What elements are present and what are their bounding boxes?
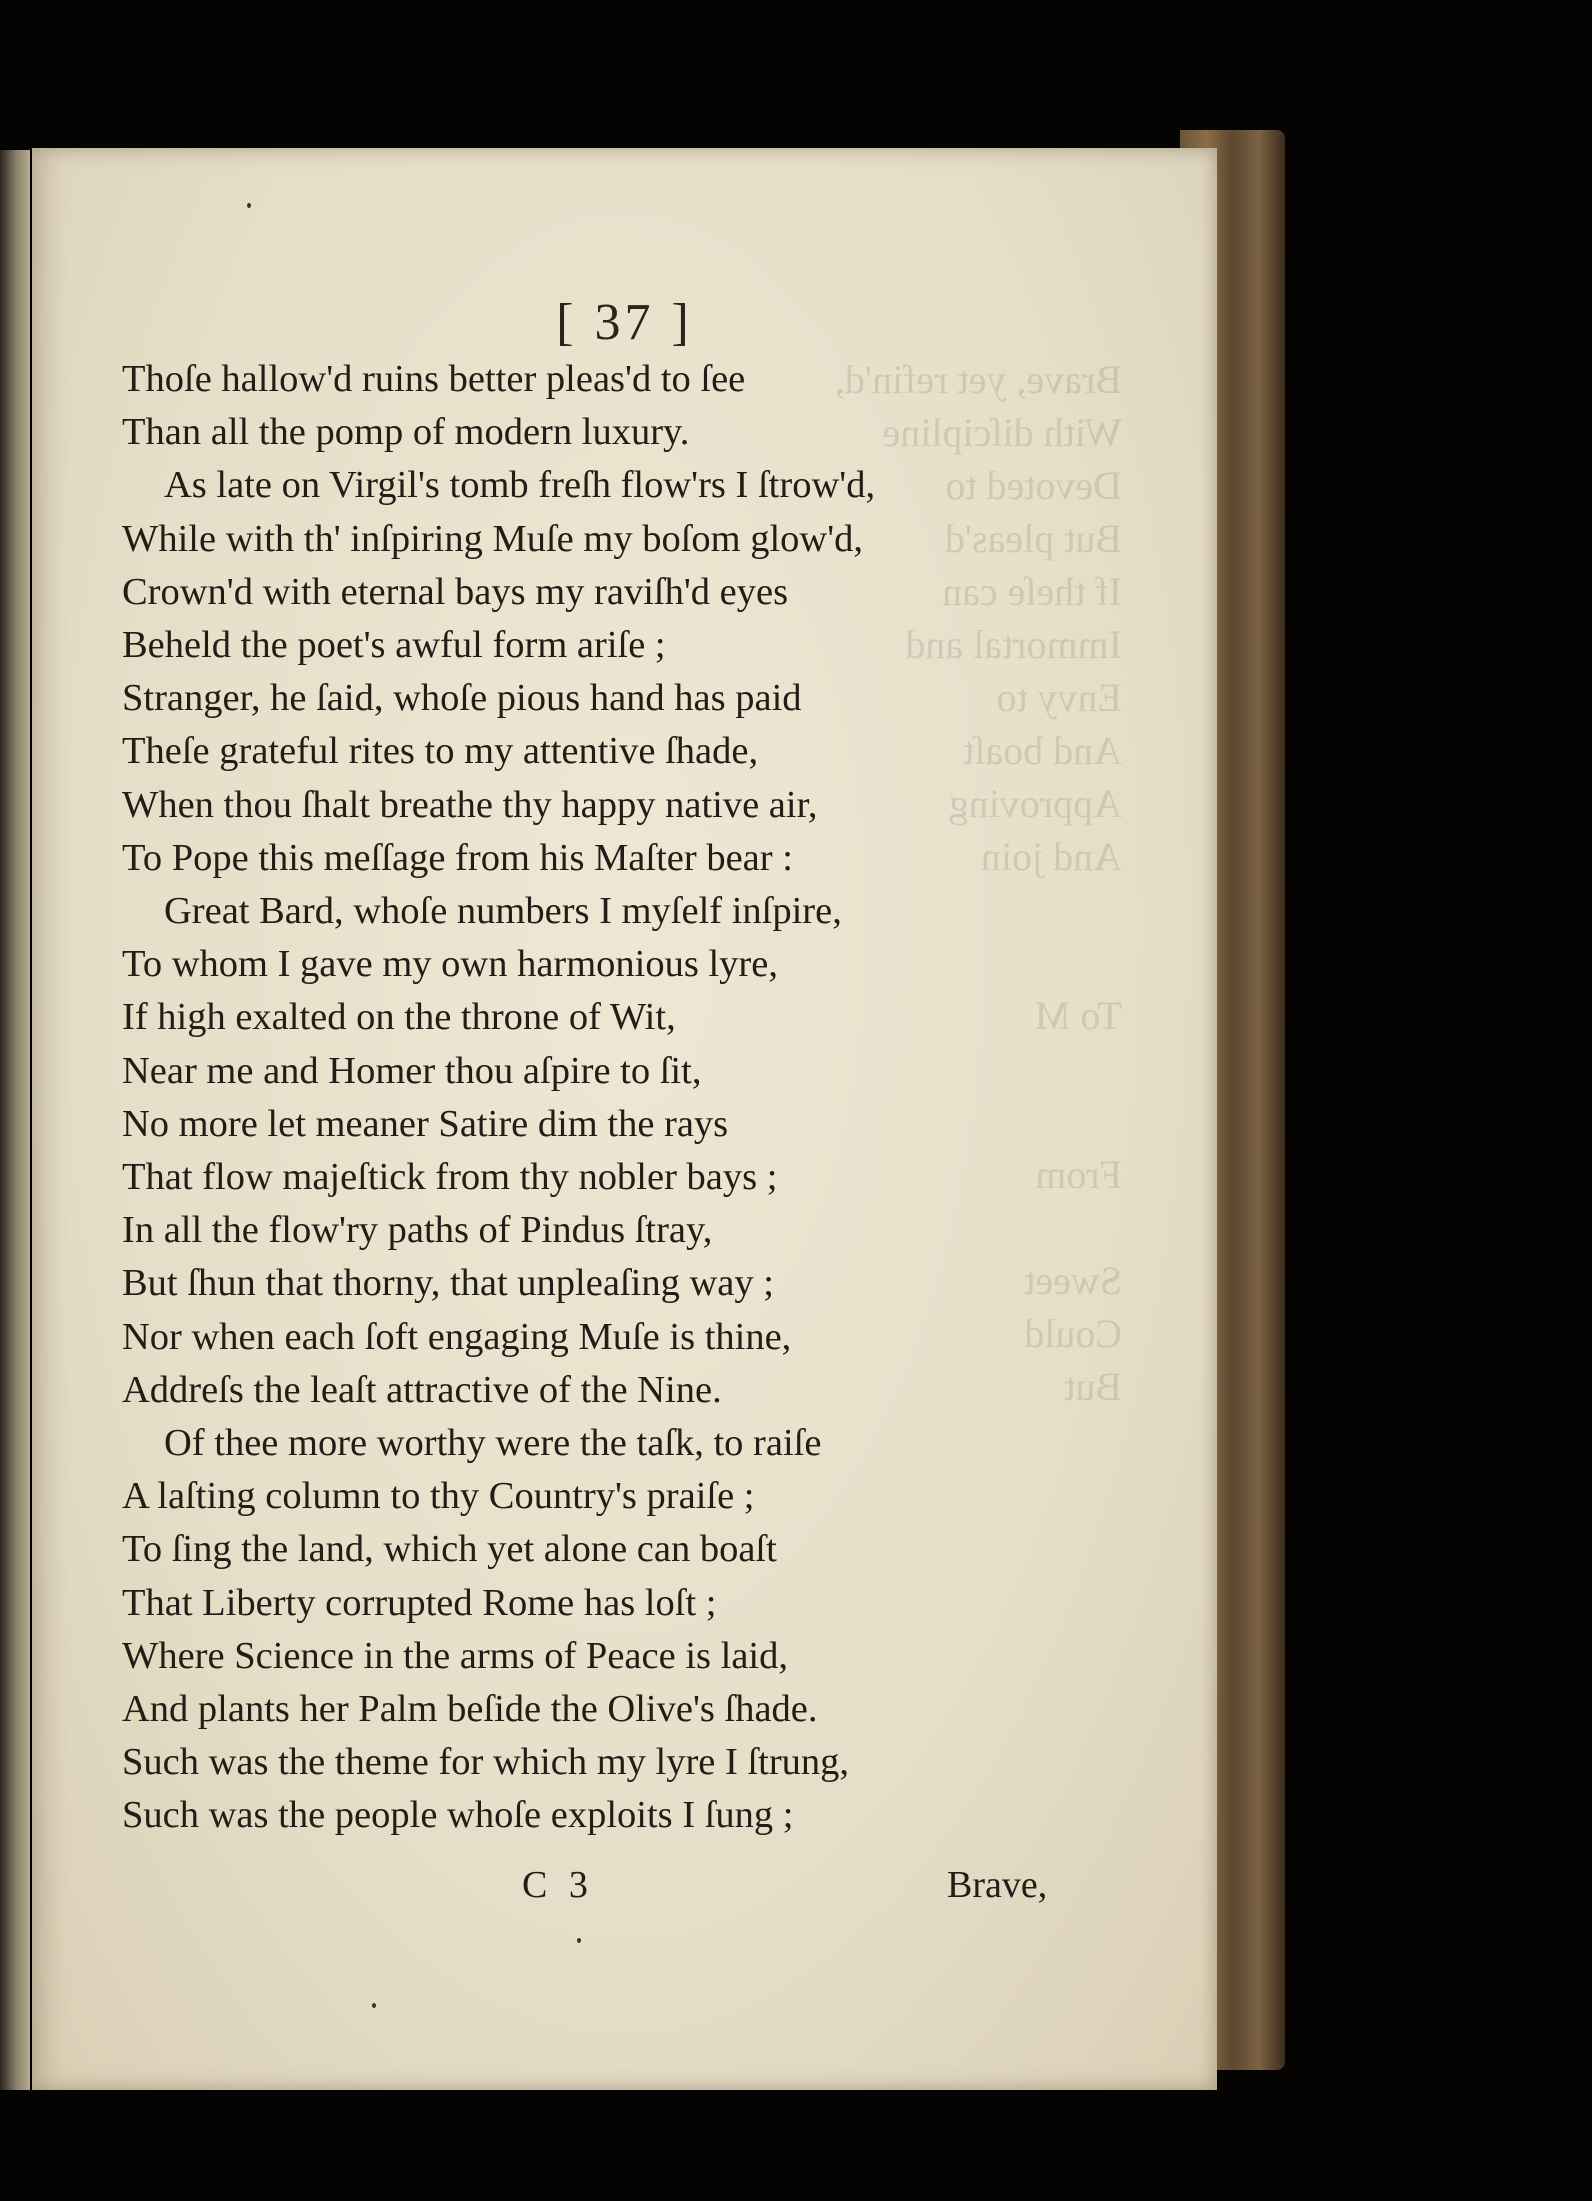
verse-line: In all the flow'ry paths of Pindus ſtray,	[122, 1209, 713, 1252]
page-number-header: [ 37 ]	[556, 294, 693, 351]
verse-line: Where Science in the arms of Peace is laid,	[122, 1634, 788, 1677]
verse-line: While with th' inſpiring Muſe my boſom glow'd,	[122, 517, 864, 560]
poem-text	[122, 353, 1142, 1843]
paper-speck	[372, 2003, 376, 2008]
verse-line: Nor when each ſoft engaging Muſe is thine,	[122, 1315, 792, 1358]
verse-line: Thoſe hallow'd ruins better pleas'd to ſee	[122, 358, 746, 400]
verse-line: Great Bard, whoſe numbers I myſelf inſpire,	[164, 890, 842, 933]
verse-line: Crown'd with eternal bays my raviſh'd eyes	[122, 570, 789, 613]
verse-line: Than all the pomp of modern luxury.	[122, 411, 690, 454]
verse-line: A laſting column to thy Country's praiſe ;	[122, 1475, 755, 1518]
verse-line: Beheld the poet's awful form ariſe ;	[122, 624, 666, 667]
verse-line: As late on Virgil's tomb freſh flow'rs I ſtrow'd,	[164, 464, 876, 507]
book-page	[32, 148, 1217, 2090]
verse-line: Such was the theme for which my lyre I ſtrung,	[122, 1741, 850, 1784]
verse-line: If high exalted on the throne of Wit,	[122, 996, 676, 1039]
paper-speck	[247, 203, 251, 208]
bleed-through-text: Brave, yet refin'd, With diſcipline Devoted to But pleas'd If theſe can Immortal and Envy to And boaſt Approving And join To M From Sweet Could But	[834, 357, 1122, 1409]
verse-line: But ſhun that thorny, that unpleaſing way ;	[122, 1262, 774, 1305]
verse-line: Addreſs the leaſt attractive of the Nine.	[122, 1368, 722, 1411]
verse-line: Near me and Homer thou aſpire to ſit,	[122, 1049, 702, 1092]
catchword: Brave,	[947, 1864, 1048, 1906]
verse-line: No more let meaner Satire dim the rays	[122, 1102, 729, 1145]
verse-line: To Pope this meſſage from his Maſter bear :	[122, 836, 793, 879]
verse-line: To whom I gave my own harmonious lyre,	[122, 943, 778, 986]
verse-line: Of thee more worthy were the taſk, to raiſe	[164, 1422, 822, 1465]
verse-line: Stranger, he ſaid, whoſe pious hand has paid	[122, 677, 802, 720]
verse-line: And plants her Palm beſide the Olive's ſhade.	[122, 1688, 818, 1731]
verse-line: When thou ſhalt breathe thy happy native air,	[122, 783, 818, 826]
verse-line: That flow majeſtick from thy nobler bays ;	[122, 1156, 778, 1199]
signature-mark: C 3	[522, 1864, 594, 1906]
verse-line: Such was the people whoſe exploits I ſung ;	[122, 1794, 794, 1837]
verse-line: Theſe grateful rites to my attentive ſhade,	[122, 730, 759, 773]
verse-line: That Liberty corrupted Rome has loſt ;	[122, 1581, 717, 1624]
paper-speck	[577, 1938, 581, 1943]
facing-page-edge	[0, 150, 30, 2090]
verse-line: To ſing the land, which yet alone can boaſt	[122, 1528, 777, 1571]
